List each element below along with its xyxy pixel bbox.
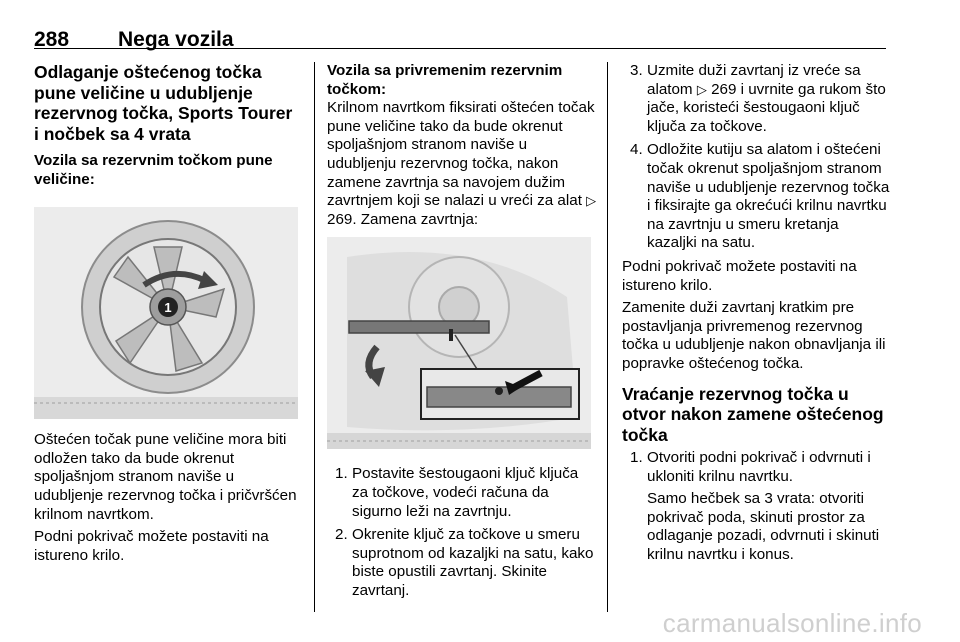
figure-callout-label: 1 [164, 300, 172, 316]
cross-reference-arrow-icon: ▷ [586, 193, 597, 209]
list-item [327, 526, 597, 600]
step-note: Samo hečbek sa 3 vrata: otvoriti pokrivač poda, skinuti prostor za odlaganje pozadi, odvrnuti i skinuti krilnu navrtku i konus. [647, 490, 880, 563]
page-number: 288 [34, 28, 70, 51]
step-number: 1. [335, 465, 348, 483]
subheading: Vozila sa rezervnim točkom pune veličine: [34, 152, 273, 188]
page-header [34, 0, 886, 49]
steps-list [327, 465, 597, 600]
column-2 [327, 62, 597, 606]
step-text: Odložite kutiju sa alatom i oštećeni točak okrenut spoljašnjom stranom naviše u udubljenje rezervnog točka i fiksirajte ga okrećući krilnu navrtku na zavrtnju u smeru kretanja kazaljki na satu. [647, 141, 890, 252]
step-number: 3. [630, 62, 643, 79]
list-item [622, 141, 890, 253]
column-divider [607, 62, 608, 612]
spare-wheel-figure [34, 207, 298, 419]
wheel-bolt-figure [327, 237, 591, 449]
step-text: Uzmite duži zavrtanj iz vreće sa alatom [647, 62, 861, 98]
list-item [327, 465, 597, 521]
paragraph-text: Krilnom navrtkom fiksirati oštećen točak pune veličine tako da bude okrenut spoljašnjom stranom naviše u udubljenju rezervnog točka, nakon zamene zavrtnja sa navojem dužim zavrtnjem koji se nalazi u vreći za alat [327, 99, 595, 210]
list-item [622, 62, 890, 136]
cross-reference-arrow-icon: ▷ [696, 81, 707, 97]
paragraph [327, 99, 597, 229]
column-3 [622, 62, 890, 570]
paragraph: Podni pokrivač možete postaviti na istureno krilo. [34, 528, 269, 564]
column-divider [314, 62, 315, 612]
step-text: Postavite šestougaoni ključ ključa za točkove, vodeći računa da sigurno leži na zavrtnju. [352, 465, 579, 520]
step-text: Okrenite ključ za točkove u smeru suprotnom od kazaljki na satu, kako biste opustili zavrtanj. Skinite zavrtanj. [352, 526, 594, 599]
page-title: Nega vozila [118, 28, 234, 51]
subheading: Vozila sa privremenim rezervnim točkom: [327, 62, 563, 98]
step-number: 1. [630, 449, 643, 466]
steps-list [622, 449, 890, 565]
column-1 [34, 62, 302, 569]
section-heading: Vraćanje rezervnog točka u otvor nakon zamene oštećenog točka [622, 383, 884, 445]
steps-list [622, 62, 890, 253]
step-text: Otvoriti podni pokrivač i odvrnuti i ukloniti krilnu navrtku. [647, 449, 871, 485]
list-item [622, 449, 890, 565]
cross-reference-link[interactable]: 269 i uvrnite ga rukom što jače, koristeći šestougaoni ključ ključa za točkove. [647, 80, 886, 135]
paragraph: Zamenite duži zavrtanj kratkim pre postavljanja privremenog rezervnog točka u udubljenje nakon obnavljanja ili popravke oštećenog točka. [622, 299, 886, 372]
cross-reference-link[interactable]: 269. Zamena zavrtnja: [327, 210, 479, 228]
step-number: 4. [630, 141, 643, 159]
paragraph: Oštećen točak pune veličine mora biti odložen tako da bude okrenut spoljašnjom stranom naviše u udubljenje rezervnog točka i pričvršćen krilnom navrtkom. [34, 431, 297, 523]
step-number: 2. [335, 526, 348, 544]
section-heading: Odlaganje oštećenog točka pune veličine u udubljenje rezervnog točka, Sports Tourer i nočbek sa 4 vrata [34, 62, 293, 144]
paragraph: Podni pokrivač možete postaviti na istureno krilo. [622, 257, 857, 294]
watermark: carmanualsonline.info [662, 608, 922, 638]
